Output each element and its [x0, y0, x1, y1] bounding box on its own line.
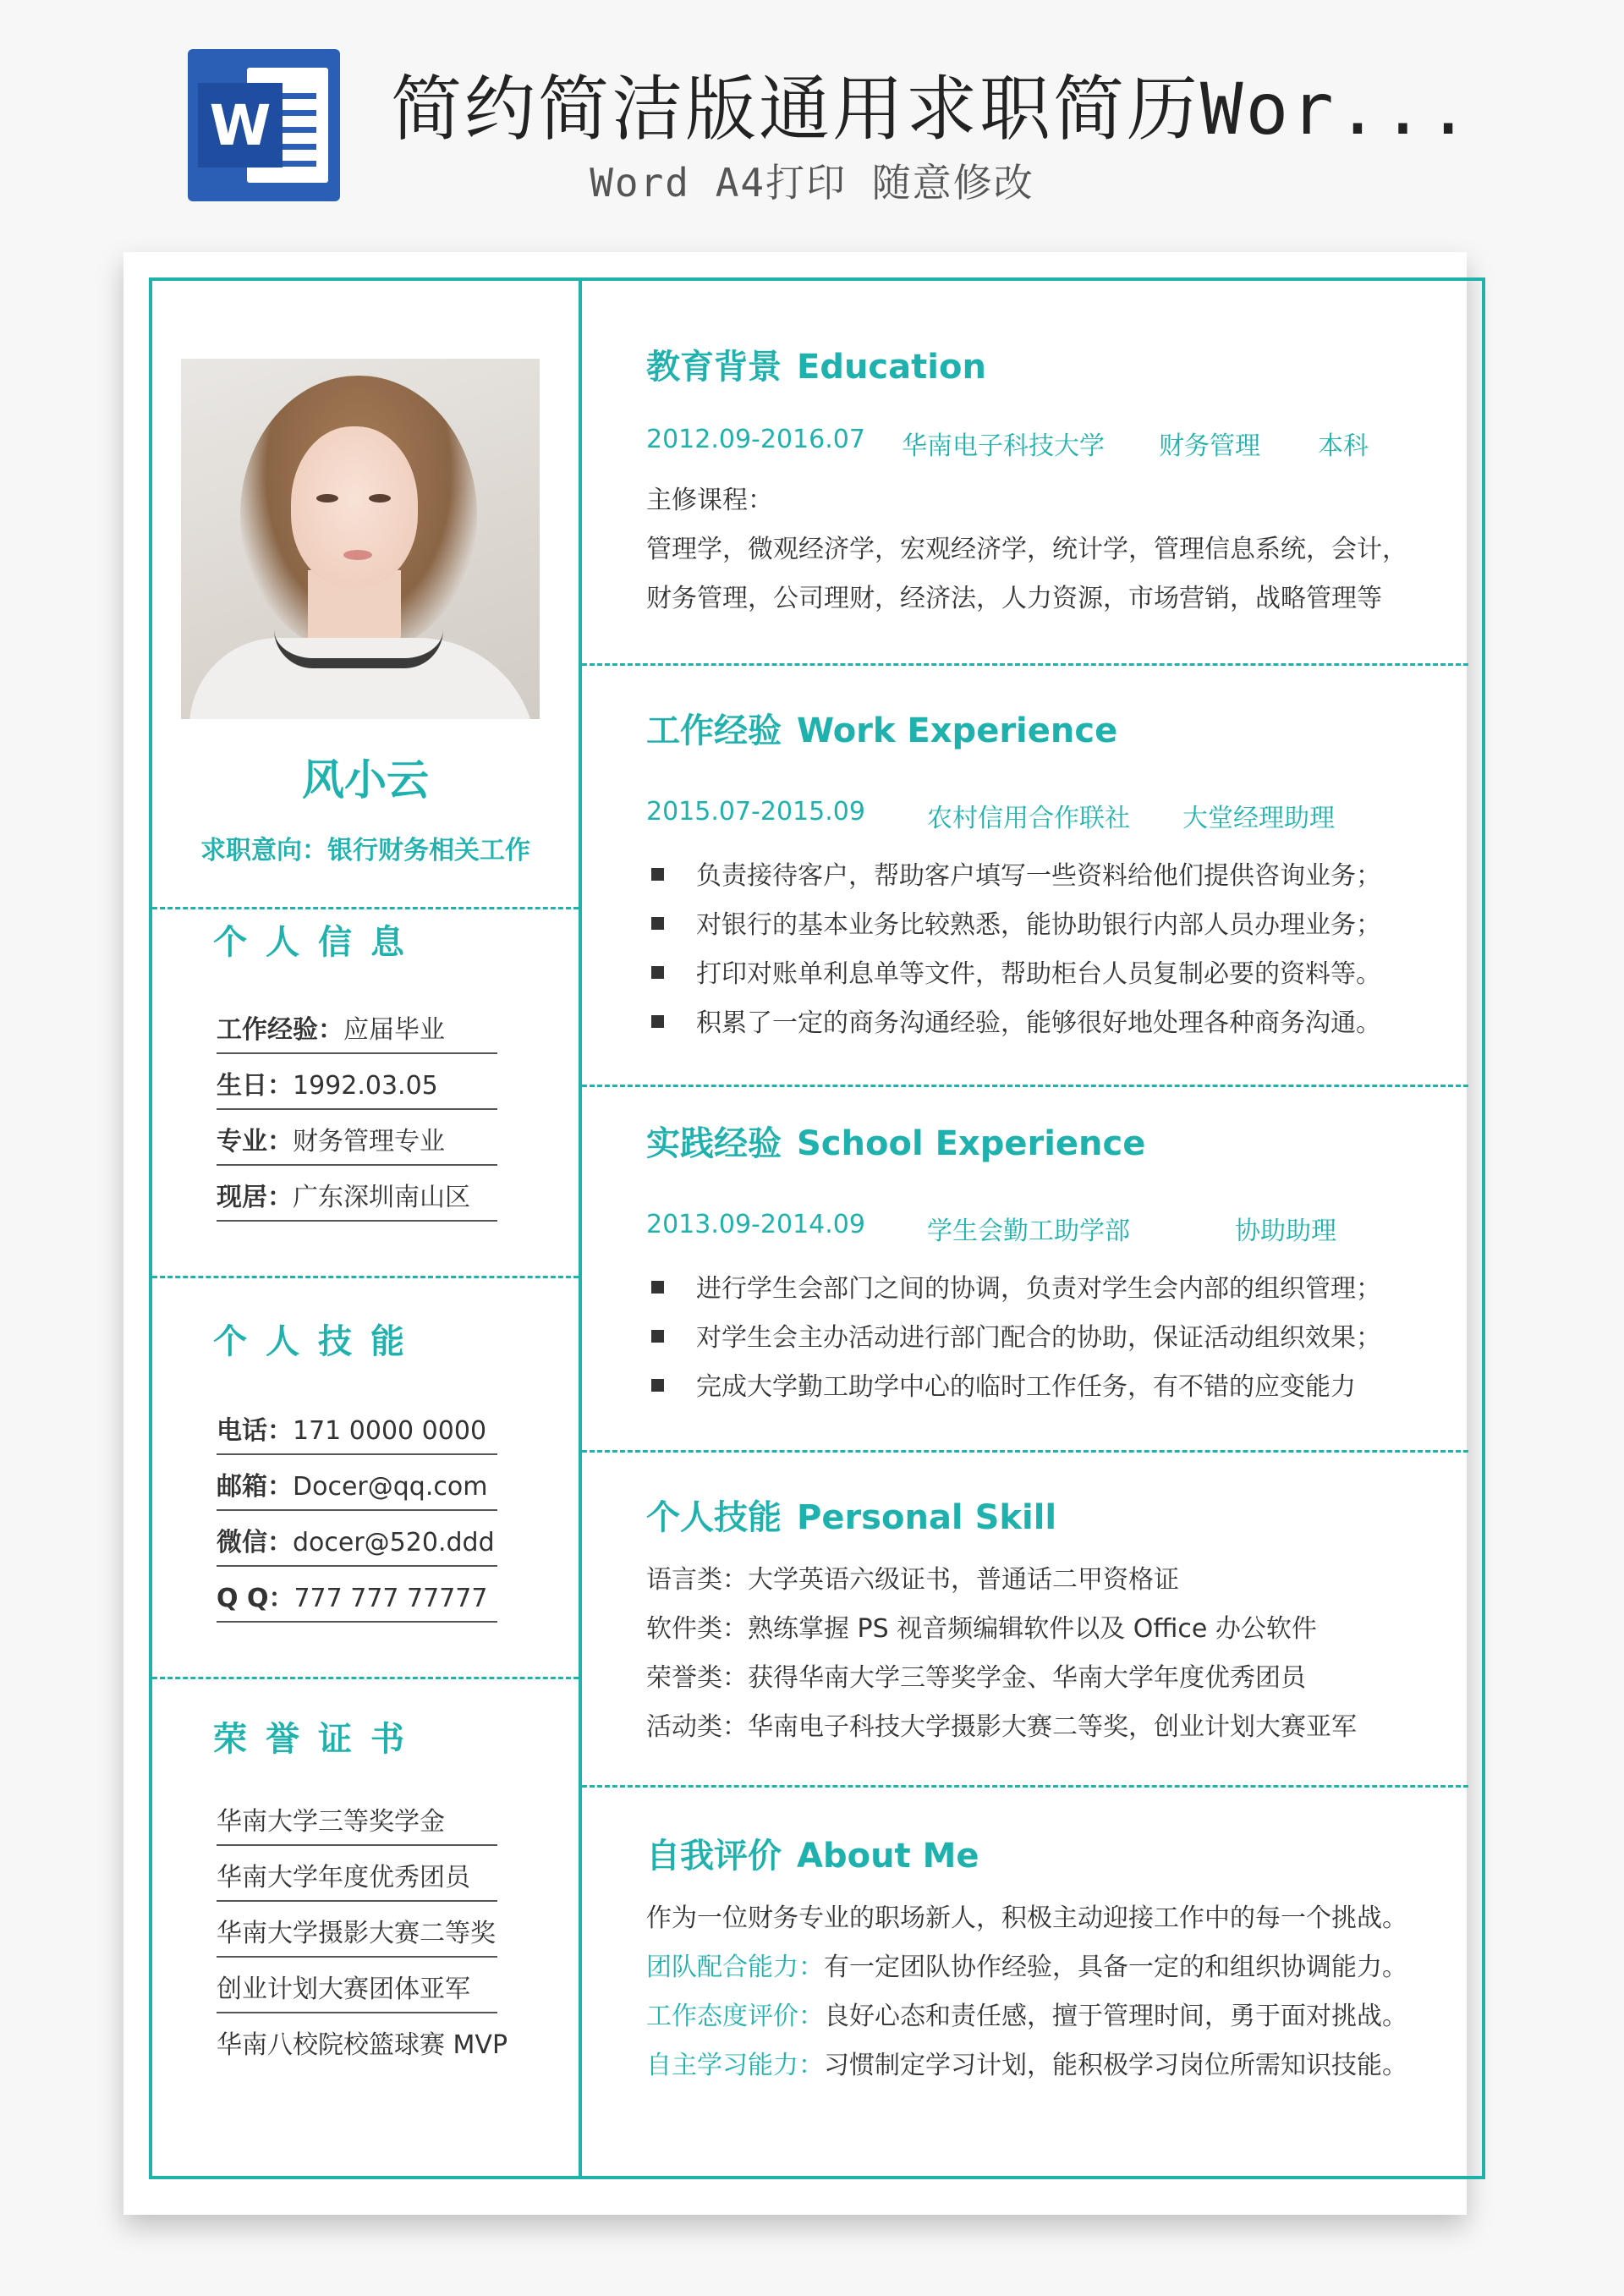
- contact-row-qq: [217, 1567, 497, 1623]
- column-divider: [579, 277, 582, 2179]
- about-intro: 作为一位财务专业的职场新人，积极主动迎接工作中的每一个挑战。: [646, 1903, 1407, 1933]
- info-label: 工作经验：: [217, 1015, 343, 1045]
- honor-item: 华南大学三等奖学金: [217, 1790, 497, 1846]
- info-label: Q Q：: [217, 1584, 294, 1613]
- honor-item: 华南大学摄影大赛二等奖: [217, 1902, 497, 1958]
- document-title: 简约简洁版通用求职简历Wor...: [391, 68, 1473, 151]
- right-divider: [582, 1085, 1468, 1087]
- right-divider: [582, 1450, 1468, 1453]
- skill-line: 活动类：华南电子科技大学摄影大赛二等奖，创业计划大赛亚军: [646, 1712, 1357, 1742]
- honor-item: 创业计划大赛团体亚军: [217, 1958, 497, 2013]
- work-bullet: 打印对账单利息单等文件，帮助柜台人员复制必要的资料等。: [651, 953, 1381, 990]
- word-letter-badge: W: [198, 83, 283, 168]
- about-item: 工作态度评价：良好心态和责任感，擅于管理时间，勇于面对挑战。: [646, 2002, 1407, 2031]
- info-value: 应届毕业: [343, 1015, 445, 1045]
- info-label: 专业：: [217, 1127, 293, 1156]
- info-value: 171 0000 0000: [293, 1416, 487, 1446]
- skill-line: 软件类：熟练掌握 PS 视音频编辑软件以及 Office 办公软件: [646, 1614, 1317, 1644]
- right-divider: [582, 1785, 1468, 1788]
- contact-row-phone: [217, 1399, 497, 1455]
- info-value: docer@520.ddd: [293, 1528, 495, 1557]
- honor-item: 华南八校院校篮球赛 MVP: [217, 2030, 508, 2060]
- work-bullet: 积累了一定的商务沟通经验，能够很好地处理各种商务沟通。: [651, 1002, 1381, 1039]
- courses-line: 管理学，微观经济学，宏观经济学，统计学，管理信息系统，会计，: [646, 535, 1407, 564]
- work-position: 大堂经理助理: [1182, 804, 1335, 833]
- document-subtitle: Word A4打印 随意修改: [590, 160, 1034, 206]
- personal-info-title: 个人信息: [213, 923, 423, 962]
- info-value: 财务管理专业: [293, 1127, 445, 1156]
- info-value: 777 777 77777: [294, 1584, 488, 1613]
- skill-line: 荣誉类：获得华南大学三等奖学金、华南大学年度优秀团员: [646, 1663, 1306, 1693]
- info-label: 现居：: [217, 1183, 293, 1212]
- practice-role: 协助助理: [1235, 1217, 1336, 1246]
- info-label: 生日：: [217, 1071, 293, 1101]
- left-divider: [152, 907, 579, 909]
- info-label: 电话：: [217, 1416, 293, 1446]
- honor-item: 华南大学年度优秀团员: [217, 1846, 497, 1902]
- practice-org: 学生会勤工助学部: [927, 1217, 1130, 1246]
- work-period: 2015.07-2015.09: [646, 797, 865, 827]
- education-major: 财务管理: [1159, 431, 1260, 461]
- work-title: 工作经验 Work Experience: [646, 711, 1118, 750]
- work-bullet: 对银行的基本业务比较熟悉，能协助银行内部人员办理业务；: [651, 904, 1381, 941]
- profile-photo: [181, 359, 540, 719]
- work-company: 农村信用合作联社: [927, 804, 1130, 833]
- info-row-experience: [217, 998, 497, 1054]
- contact-row-email: [217, 1455, 497, 1511]
- right-divider: [582, 663, 1468, 666]
- about-item: 团队配合能力：有一定团队协作经验，具备一定的和组织协调能力。: [646, 1953, 1407, 1982]
- skill-line: 语言类：大学英语六级证书，普通话二甲资格证: [646, 1565, 1179, 1595]
- left-divider: [152, 1677, 579, 1679]
- practice-bullet: 进行学生会部门之间的协调，负责对学生会内部的组织管理；: [651, 1267, 1381, 1305]
- info-value: 广东深圳南山区: [293, 1183, 470, 1212]
- education-degree: 本科: [1318, 431, 1369, 461]
- info-label: 微信：: [217, 1528, 293, 1557]
- info-row-residence: [217, 1166, 497, 1222]
- info-value: 1992.03.05: [293, 1071, 438, 1101]
- info-row-major: [217, 1110, 497, 1166]
- about-item: 自主学习能力：习惯制定学习计划，能积极学习岗位所需知识技能。: [646, 2051, 1407, 2080]
- education-title: 教育背景 Education: [646, 348, 986, 387]
- courses-label: 主修课程：: [646, 486, 773, 515]
- candidate-name: 风小云: [302, 755, 429, 805]
- practice-title: 实践经验 School Experience: [646, 1124, 1146, 1163]
- contact-title: 个人技能: [213, 1322, 423, 1361]
- practice-bullet: 对学生会主办活动进行部门配合的协助，保证活动组织效果；: [651, 1316, 1381, 1354]
- contact-row-wechat: [217, 1511, 497, 1567]
- info-value: Docer@qq.com: [293, 1472, 488, 1502]
- practice-bullet: 完成大学勤工助学中心的临时工作任务，有不错的应变能力: [651, 1365, 1356, 1403]
- skills-title: 个人技能 Personal Skill: [646, 1498, 1057, 1537]
- job-objective: 求职意向：银行财务相关工作: [200, 836, 530, 865]
- work-bullet: 负责接待客户，帮助客户填写一些资料给他们提供咨询业务；: [651, 854, 1381, 892]
- info-row-birthday: [217, 1054, 497, 1110]
- about-title: 自我评价 About Me: [646, 1837, 979, 1876]
- honors-title: 荣誉证书: [213, 1720, 423, 1759]
- practice-period: 2013.09-2014.09: [646, 1210, 865, 1239]
- courses-line: 财务管理，公司理财，经济法，人力资源，市场营销，战略管理等: [646, 584, 1382, 613]
- left-divider: [152, 1276, 579, 1278]
- info-label: 邮箱：: [217, 1472, 293, 1502]
- education-period: 2012.09-2016.07: [646, 425, 865, 454]
- education-school: 华南电子科技大学: [902, 431, 1105, 461]
